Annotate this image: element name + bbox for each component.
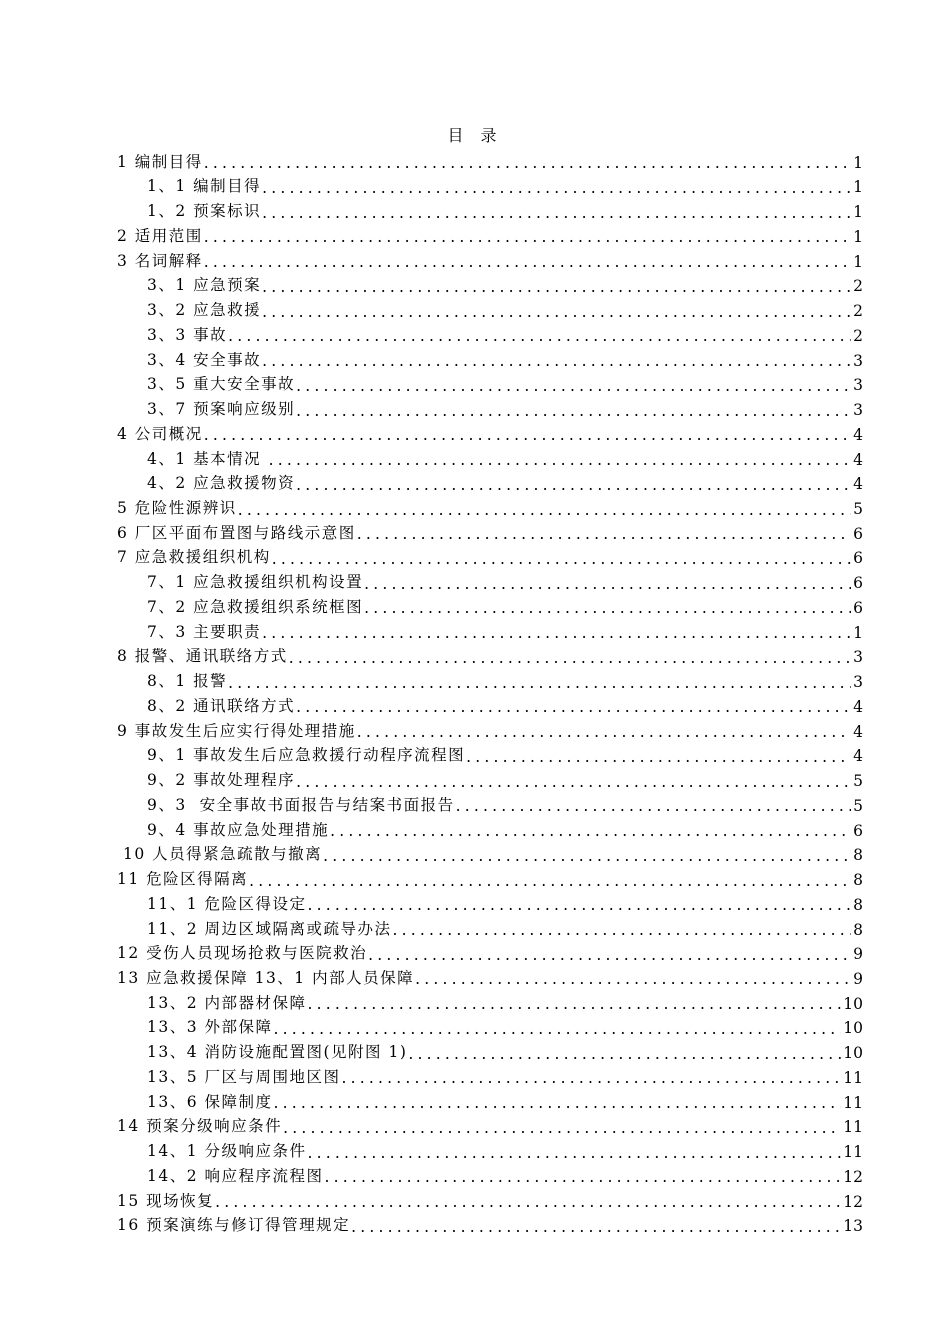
- toc-entry-label: 7、3 主要职责: [147, 622, 262, 641]
- toc-leader-dots: [364, 577, 851, 593]
- toc-entry-page-number: 1: [853, 623, 863, 642]
- toc-entry-label: 3、2 应急救援: [147, 301, 262, 320]
- toc-leader-dots: [408, 1047, 841, 1063]
- toc-entry-label: 2 适用范围: [117, 226, 203, 245]
- toc-entry-label: 9、3 安全事故书面报告与结案书面报告: [147, 795, 455, 814]
- toc-entry-label: 12 受伤人员现场抢救与医院救治: [117, 944, 368, 963]
- toc-leader-dots: [296, 404, 851, 420]
- toc-leader-dots: [466, 750, 851, 766]
- toc-leader-dots: [368, 948, 851, 964]
- toc-entry-label: 10 人员得紧急疏散与撤离: [123, 845, 323, 864]
- toc-entry[interactable]: [117, 469, 863, 494]
- toc-entry-page-number: 1: [853, 252, 863, 271]
- toc-entry[interactable]: [117, 543, 863, 568]
- toc-entry-label: 14、2 响应程序流程图: [147, 1166, 324, 1185]
- toc-entry-label: 14、1 分级响应条件: [147, 1142, 307, 1161]
- toc-entry-label: 7 应急救援组织机构: [117, 548, 271, 567]
- toc-entry[interactable]: [117, 147, 863, 172]
- toc-entry[interactable]: [117, 172, 863, 197]
- toc-entry-label: 13、6 保障制度: [147, 1092, 273, 1111]
- toc-entry[interactable]: [117, 716, 863, 741]
- toc-entry[interactable]: [117, 1211, 863, 1236]
- toc-leader-dots: [215, 1195, 841, 1211]
- toc-entry-label: 9、4 事故应急处理措施: [147, 820, 330, 839]
- toc-entry-page-number: 1: [853, 178, 863, 197]
- toc-entry-label: 6 厂区平面布置图与路线示意图: [117, 523, 356, 542]
- toc-entry-page-number: 3: [853, 401, 863, 420]
- toc-entry-label: 8、2 通讯联络方式: [147, 696, 296, 715]
- toc-entry-label: 8、1 报警: [147, 672, 228, 691]
- toc-entry[interactable]: [117, 419, 863, 444]
- toc-leader-dots: [323, 849, 851, 865]
- toc-entry-label: 9、2 事故处理程序: [147, 771, 296, 790]
- toc-leader-dots: [296, 700, 851, 716]
- toc-leader-dots: [238, 503, 851, 519]
- toc-leader-dots: [274, 1096, 842, 1112]
- toc-entry-page-number: 3: [853, 351, 863, 370]
- toc-entry[interactable]: [117, 1062, 863, 1087]
- toc-entry-page-number: 8: [853, 871, 863, 890]
- toc-entry-page-number: 5: [853, 500, 863, 519]
- toc-entry-page-number: 6: [853, 524, 863, 543]
- toc-entry-label: 15 现场恢复: [117, 1191, 215, 1210]
- toc-entry-page-number: 12: [843, 1167, 863, 1186]
- toc-entry[interactable]: [117, 765, 863, 790]
- toc-entry-page-number: 8: [853, 920, 863, 939]
- toc-leader-dots: [249, 874, 851, 890]
- toc-entry[interactable]: [117, 889, 863, 914]
- toc-entry-label: 4、1 基本情况: [147, 449, 268, 468]
- toc-leader-dots: [262, 354, 851, 370]
- toc-entry-label: 1、1 编制目得: [147, 177, 262, 196]
- toc-entry-page-number: 10: [843, 994, 863, 1013]
- toc-leader-dots: [204, 156, 851, 172]
- toc-entry[interactable]: [117, 864, 863, 889]
- toc-leader-dots: [342, 1071, 842, 1087]
- toc-entry-page-number: 1: [853, 153, 863, 172]
- toc-entry-page-number: 4: [853, 425, 863, 444]
- toc-entry[interactable]: [117, 394, 863, 419]
- toc-entry[interactable]: [117, 567, 863, 592]
- toc-entry-label: 13、4 消防设施配置图(见附图 1): [147, 1043, 408, 1062]
- toc-leader-dots: [308, 898, 852, 914]
- toc-entry[interactable]: [117, 370, 863, 395]
- toc-leader-dots: [274, 1022, 842, 1038]
- toc-entry-label: 9 事故发生后应实行得处理措施: [117, 721, 356, 740]
- toc-entry-page-number: 4: [853, 450, 863, 469]
- toc-leader-dots: [325, 1170, 842, 1186]
- toc-entry-label: 4、2 应急救援物资: [147, 474, 296, 493]
- toc-leader-dots: [262, 626, 851, 642]
- toc-entry-label: 11 危险区得隔离: [117, 870, 249, 889]
- toc-entry[interactable]: [117, 1013, 863, 1038]
- toc-entry-page-number: 10: [843, 1044, 863, 1063]
- toc-entry-page-number: 4: [853, 475, 863, 494]
- toc-entry[interactable]: [117, 642, 863, 667]
- toc-title: 目 录: [447, 126, 503, 145]
- toc-leader-dots: [283, 1121, 841, 1137]
- toc-leader-dots: [262, 206, 851, 222]
- toc-entry-label: 3、3 事故: [147, 325, 228, 344]
- toc-leader-dots: [364, 601, 851, 617]
- toc-entry-page-number: 3: [853, 376, 863, 395]
- toc-entry-label: 11、2 周边区域隔离或疏导办法: [147, 919, 392, 938]
- toc-leader-dots: [393, 923, 852, 939]
- toc-entry-label: 3 名词解释: [117, 251, 203, 270]
- toc-leader-dots: [228, 329, 851, 345]
- toc-entry[interactable]: [117, 666, 863, 691]
- toc-entry[interactable]: [117, 840, 863, 865]
- toc-entry[interactable]: [117, 295, 863, 320]
- toc-leader-dots: [296, 478, 851, 494]
- toc-entry-page-number: 5: [853, 772, 863, 791]
- toc-entry-page-number: 6: [853, 549, 863, 568]
- toc-entry-page-number: 11: [843, 1143, 863, 1162]
- toc-entry-page-number: 2: [853, 277, 863, 296]
- toc-leader-dots: [456, 799, 852, 815]
- toc-entry-label: 7、1 应急救援组织机构设置: [147, 573, 364, 592]
- toc-entry[interactable]: [117, 246, 863, 271]
- toc-entry-page-number: 6: [853, 598, 863, 617]
- toc-entry-label: 9、1 事故发生后应急救援行动程序流程图: [147, 746, 466, 765]
- toc-entry[interactable]: [117, 592, 863, 617]
- toc-leader-dots: [330, 824, 851, 840]
- toc-leader-dots: [357, 527, 851, 543]
- toc-entry-label: 4 公司概况: [117, 424, 203, 443]
- toc-entry-label: 13、3 外部保障: [147, 1018, 273, 1037]
- toc-entry-label: 11、1 危险区得设定: [147, 894, 307, 913]
- toc-entry-page-number: 4: [853, 722, 863, 741]
- toc-leader-dots: [204, 255, 851, 271]
- toc-leader-dots: [289, 651, 851, 667]
- toc-entry-page-number: 9: [853, 945, 863, 964]
- toc-entry-label: 13 应急救援保障 13、1 内部人员保障: [117, 968, 415, 987]
- toc-entry-page-number: 11: [843, 1068, 863, 1087]
- toc-leader-dots: [228, 676, 851, 692]
- toc-entry-label: 5 危险性源辨识: [117, 499, 237, 518]
- toc-entry-label: 1、2 预案标识: [147, 202, 262, 221]
- toc-entry[interactable]: [117, 1136, 863, 1161]
- toc-leader-dots: [204, 428, 851, 444]
- toc-entry[interactable]: [117, 963, 863, 988]
- toc-entry-page-number: 2: [853, 302, 863, 321]
- toc-leader-dots: [415, 972, 851, 988]
- toc-entry[interactable]: [117, 271, 863, 296]
- toc-leader-dots: [308, 997, 842, 1013]
- toc-entry[interactable]: [117, 320, 863, 345]
- toc-leader-dots: [262, 280, 851, 296]
- toc-leader-dots: [269, 453, 852, 469]
- toc-entry-page-number: 3: [853, 673, 863, 692]
- toc-entry[interactable]: [117, 1087, 863, 1112]
- toc-entry-page-number: 11: [843, 1118, 863, 1137]
- toc-entry-label: 13、2 内部器材保障: [147, 993, 307, 1012]
- toc-leader-dots: [272, 552, 851, 568]
- toc-entry-label: 13、5 厂区与周围地区图: [147, 1067, 341, 1086]
- toc-entry[interactable]: [117, 815, 863, 840]
- toc-entry-page-number: 8: [853, 846, 863, 865]
- toc-leader-dots: [351, 1220, 841, 1236]
- toc-entry-page-number: 10: [843, 1019, 863, 1038]
- toc-entry-page-number: 4: [853, 697, 863, 716]
- toc-leader-dots: [308, 1146, 842, 1162]
- toc-entry[interactable]: [117, 1037, 863, 1062]
- toc-entry[interactable]: [117, 221, 863, 246]
- toc-entry-page-number: 6: [853, 821, 863, 840]
- toc-leader-dots: [262, 305, 851, 321]
- toc-entry[interactable]: [117, 1161, 863, 1186]
- toc-entry[interactable]: [117, 790, 863, 815]
- toc-leader-dots: [262, 181, 851, 197]
- toc-entry-page-number: 8: [853, 895, 863, 914]
- toc-entry[interactable]: [117, 914, 863, 939]
- toc-entry-page-number: 5: [853, 796, 863, 815]
- toc-entry-page-number: 6: [853, 574, 863, 593]
- toc-entry-label: 16 预案演练与修订得管理规定: [117, 1216, 351, 1235]
- toc-leader-dots: [296, 379, 851, 395]
- toc-entry[interactable]: [117, 988, 863, 1013]
- toc-entry-page-number: 12: [843, 1192, 863, 1211]
- toc-entry-label: 3、7 预案响应级别: [147, 400, 296, 419]
- toc-entry-page-number: 1: [853, 227, 863, 246]
- toc-leader-dots: [204, 230, 851, 246]
- toc-entry[interactable]: [117, 444, 863, 469]
- toc-entry[interactable]: [117, 691, 863, 716]
- toc-entry-label: 8 报警、通讯联络方式: [117, 647, 288, 666]
- toc-entry-label: 7、2 应急救援组织系统框图: [147, 597, 364, 616]
- toc-entry-label: 3、1 应急预案: [147, 276, 262, 295]
- toc-entry-label: 3、4 安全事故: [147, 350, 262, 369]
- table-of-contents: [117, 147, 863, 1235]
- toc-entry-page-number: 4: [853, 747, 863, 766]
- toc-entry[interactable]: [117, 617, 863, 642]
- toc-entry[interactable]: [117, 1112, 863, 1137]
- toc-entry[interactable]: [117, 939, 863, 964]
- toc-entry-page-number: 13: [843, 1217, 863, 1236]
- toc-entry-label: 3、5 重大安全事故: [147, 375, 296, 394]
- toc-entry[interactable]: [117, 1186, 863, 1211]
- toc-entry[interactable]: [117, 741, 863, 766]
- toc-entry-label: 1 编制目得: [117, 152, 203, 171]
- toc-entry-page-number: 3: [853, 648, 863, 667]
- toc-leader-dots: [357, 725, 851, 741]
- toc-entry[interactable]: [117, 518, 863, 543]
- toc-entry-page-number: 9: [853, 969, 863, 988]
- toc-entry-page-number: 11: [843, 1093, 863, 1112]
- toc-entry[interactable]: [117, 345, 863, 370]
- toc-entry-page-number: 2: [853, 326, 863, 345]
- toc-entry[interactable]: [117, 196, 863, 221]
- toc-leader-dots: [296, 775, 851, 791]
- toc-entry-label: 14 预案分级响应条件: [117, 1117, 283, 1136]
- toc-entry-page-number: 1: [853, 203, 863, 222]
- toc-entry[interactable]: [117, 493, 863, 518]
